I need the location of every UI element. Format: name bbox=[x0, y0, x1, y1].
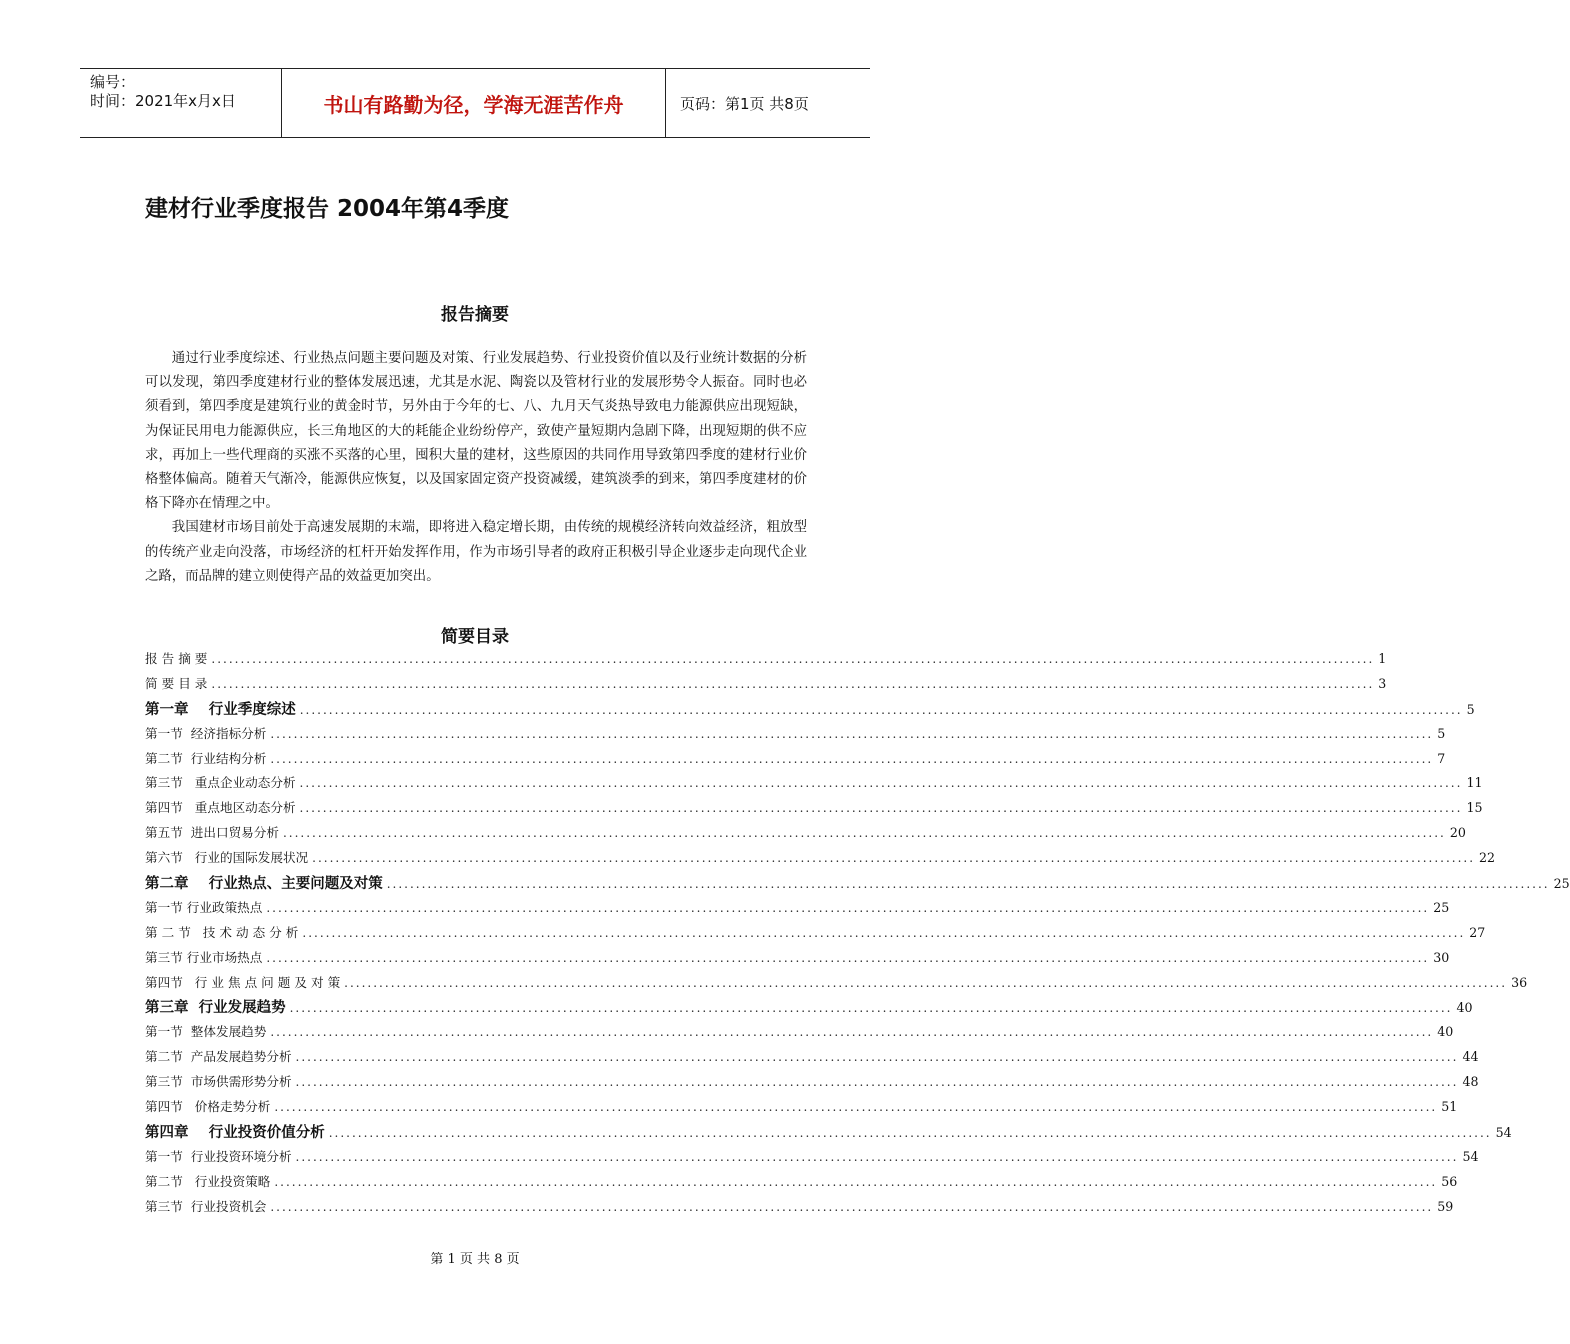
toc-entry-page: 51 bbox=[1441, 1099, 1458, 1115]
toc-entry-page: 7 bbox=[1437, 750, 1446, 766]
toc-entry[interactable] bbox=[145, 1021, 1454, 1046]
toc-entry[interactable] bbox=[145, 1146, 1479, 1171]
toc-leader-dots: ........................................................................................................................................................................................................ bbox=[302, 925, 1466, 940]
toc-leader-dots: ........................................................................................................................................................................................................ bbox=[282, 826, 1446, 841]
toc-leader-dots: ........................................................................................................................................................................................................ bbox=[299, 776, 1463, 791]
toc-entry-label: 第四节 行 业 焦 点 问 题 及 对 策 bbox=[145, 974, 341, 990]
toc-entry[interactable] bbox=[145, 772, 1483, 797]
toc-entry-page: 40 bbox=[1437, 1024, 1454, 1040]
toc-entry-page: 15 bbox=[1466, 800, 1483, 816]
toc-leader-dots: ........................................................................................................................................................................................................ bbox=[266, 950, 1430, 965]
toc-entry-page: 48 bbox=[1462, 1074, 1479, 1090]
toc-entry-page: 11 bbox=[1466, 775, 1483, 791]
toc-entry-page: 59 bbox=[1437, 1198, 1454, 1214]
toc-leader-dots: ........................................................................................................................................................................................................ bbox=[386, 877, 1550, 892]
toc-leader-dots: ........................................................................................................................................................................................................ bbox=[295, 1075, 1459, 1090]
toc-entry[interactable] bbox=[145, 922, 1486, 947]
toc-leader-dots: ........................................................................................................................................................................................................ bbox=[270, 1025, 1434, 1040]
toc-entry[interactable] bbox=[145, 748, 1446, 773]
toc-entry-page: 25 bbox=[1553, 876, 1570, 892]
toc-entry-page: 36 bbox=[1511, 974, 1528, 990]
toc-chapter-entry[interactable] bbox=[145, 1121, 1512, 1146]
document-header bbox=[80, 68, 870, 138]
report-title: 建材行业季度报告 2004年第4季度 bbox=[145, 196, 510, 222]
toc-entry[interactable] bbox=[145, 947, 1450, 972]
toc-leader-dots: ........................................................................................................................................................................................................ bbox=[266, 900, 1430, 915]
toc-entry-label: 第一章 行业季度综述 bbox=[145, 701, 296, 718]
toc-entry-label: 第 二 节 技 术 动 态 分 析 bbox=[145, 924, 299, 940]
toc-entry[interactable] bbox=[145, 648, 1387, 673]
toc-leader-dots: ........................................................................................................................................................................................................ bbox=[344, 975, 1508, 990]
toc-entry-page: 5 bbox=[1466, 701, 1475, 717]
toc-entry[interactable] bbox=[145, 723, 1446, 748]
page-footer: 第 1 页 共 8 页 bbox=[430, 1252, 520, 1267]
table-of-contents bbox=[145, 648, 1570, 1220]
toc-entry-label: 第一节 行业政策热点 bbox=[145, 899, 263, 915]
toc-entry-label: 第二节 行业投资策略 bbox=[145, 1173, 271, 1189]
toc-entry-label: 简 要 目 录 bbox=[145, 675, 208, 691]
toc-entry-page: 40 bbox=[1456, 1000, 1473, 1016]
toc-leader-dots: ........................................................................................................................................................................................................ bbox=[312, 851, 1476, 866]
toc-entry-page: 22 bbox=[1479, 850, 1496, 866]
toc-entry-page: 25 bbox=[1433, 899, 1450, 915]
toc-chapter-entry[interactable] bbox=[145, 996, 1473, 1021]
header-page-info: 页码：第1页 共8页 bbox=[680, 94, 809, 113]
toc-leader-dots: ........................................................................................................................................................................................................ bbox=[295, 1149, 1459, 1164]
toc-entry[interactable] bbox=[145, 1096, 1458, 1121]
toc-entry-page: 5 bbox=[1437, 725, 1446, 741]
toc-entry-label: 第三节 市场供需形势分析 bbox=[145, 1074, 292, 1090]
toc-entry-label: 第二节 产品发展趋势分析 bbox=[145, 1049, 292, 1065]
toc-entry-page: 56 bbox=[1441, 1173, 1458, 1189]
toc-entry-page: 30 bbox=[1433, 949, 1450, 965]
toc-entry-label: 第一节 整体发展趋势 bbox=[145, 1024, 267, 1040]
toc-heading: 简要目录 bbox=[441, 627, 509, 647]
toc-leader-dots: ........................................................................................................................................................................................................ bbox=[328, 1125, 1492, 1140]
toc-entry[interactable] bbox=[145, 1171, 1458, 1196]
toc-chapter-entry[interactable] bbox=[145, 698, 1475, 723]
toc-entry-label: 第六节 行业的国际发展状况 bbox=[145, 850, 309, 866]
abstract-body bbox=[145, 347, 807, 589]
toc-leader-dots: ........................................................................................................................................................................................................ bbox=[289, 1001, 1453, 1016]
toc-leader-dots: ........................................................................................................................................................................................................ bbox=[270, 751, 1434, 766]
toc-entry[interactable] bbox=[145, 1196, 1454, 1221]
toc-entry[interactable] bbox=[145, 897, 1450, 922]
toc-entry-page: 20 bbox=[1449, 825, 1466, 841]
toc-leader-dots: ........................................................................................................................................................................................................ bbox=[274, 1174, 1438, 1189]
toc-entry-label: 第四节 重点地区动态分析 bbox=[145, 800, 296, 816]
toc-leader-dots: ........................................................................................................................................................................................................ bbox=[211, 676, 1375, 691]
toc-leader-dots: ........................................................................................................................................................................................................ bbox=[211, 652, 1375, 666]
toc-entry[interactable] bbox=[145, 972, 1528, 997]
toc-entry-label: 第三章 行业发展趋势 bbox=[145, 1000, 286, 1017]
toc-entry-label: 第四章 行业投资价值分析 bbox=[145, 1124, 325, 1141]
toc-entry-label: 第三节 行业市场热点 bbox=[145, 949, 263, 965]
toc-entry-label: 第二节 行业结构分析 bbox=[145, 750, 267, 766]
toc-entry-label: 第二章 行业热点、主要问题及对策 bbox=[145, 876, 383, 893]
abstract-paragraph: 我国建材市场目前处于高速发展期的末端，即将进入稳定增长期，由传统的规模经济转向效益经济，粗放型的传统产业走向没落，市场经济的杠杆开始发挥作用，作为市场引导者的政府正积极引导企业逐步走向现代企业之路，而品牌的建立则使得产品的效益更加突出。 bbox=[145, 520, 807, 584]
toc-leader-dots: ........................................................................................................................................................................................................ bbox=[270, 726, 1434, 741]
header-motto: 书山有路勤为径，学海无涯苦作舟 bbox=[323, 92, 624, 117]
toc-leader-dots: ........................................................................................................................................................................................................ bbox=[270, 1199, 1434, 1214]
abstract-paragraph: 通过行业季度综述、行业热点问题主要问题及对策、行业发展趋势、行业投资价值以及行业统计数据的分析可以发现，第四季度建材行业的整体发展迅速，尤其是水泥、陶瓷以及管材行业的发展形势令人振奋。同时也必须看到，第四季度是建筑行业的黄金时节，另外由于今年的七、八、九月天气炎热导致电力能源供应出现短缺，为保证民用电力能源供应，长三角地区的大的耗能企业纷纷停产，致使产量短期内急剧下降，出现短期的供不应求，再加上一些代理商的买涨不买落的心里，囤积大量的建材，这些原因的共同作用导致第四季度的建材行业价格整体偏高。随着天气渐冷，能源供应恢复，以及国家固定资产投资减缓，建筑淡季的到来，第四季度建材的价格下降亦在情理之中。 bbox=[145, 351, 807, 512]
header-time: 时间：2021年x月x日 bbox=[90, 92, 236, 110]
toc-entry-page: 27 bbox=[1469, 924, 1486, 940]
toc-entry[interactable] bbox=[145, 822, 1466, 847]
toc-entry-label: 第一节 经济指标分析 bbox=[145, 725, 267, 741]
toc-entry-label: 第三节 重点企业动态分析 bbox=[145, 775, 296, 791]
abstract-heading: 报告摘要 bbox=[441, 305, 509, 325]
toc-leader-dots: ........................................................................................................................................................................................................ bbox=[274, 1100, 1438, 1115]
toc-entry-label: 报 告 摘 要 bbox=[145, 651, 208, 666]
toc-entry-label: 第三节 行业投资机会 bbox=[145, 1198, 267, 1214]
toc-entry-label: 第一节 行业投资环境分析 bbox=[145, 1148, 292, 1164]
toc-leader-dots: ........................................................................................................................................................................................................ bbox=[299, 801, 1463, 816]
toc-entry-page: 1 bbox=[1378, 651, 1387, 666]
toc-entry[interactable] bbox=[145, 847, 1496, 872]
toc-entry[interactable] bbox=[145, 1046, 1479, 1071]
header-number: 编号： bbox=[90, 73, 136, 91]
toc-entry[interactable] bbox=[145, 797, 1483, 822]
toc-leader-dots: ........................................................................................................................................................................................................ bbox=[299, 702, 1463, 717]
toc-chapter-entry[interactable] bbox=[145, 872, 1570, 897]
toc-entry-page: 54 bbox=[1495, 1124, 1512, 1140]
header-meta bbox=[90, 73, 236, 111]
toc-entry-label: 第四节 价格走势分析 bbox=[145, 1099, 271, 1115]
toc-entry-page: 3 bbox=[1378, 675, 1387, 691]
toc-entry[interactable] bbox=[145, 673, 1387, 698]
toc-entry-label: 第五节 进出口贸易分析 bbox=[145, 825, 279, 841]
toc-entry-page: 44 bbox=[1462, 1049, 1479, 1065]
toc-entry[interactable] bbox=[145, 1071, 1479, 1096]
toc-leader-dots: ........................................................................................................................................................................................................ bbox=[295, 1050, 1459, 1065]
toc-entry-page: 54 bbox=[1462, 1148, 1479, 1164]
